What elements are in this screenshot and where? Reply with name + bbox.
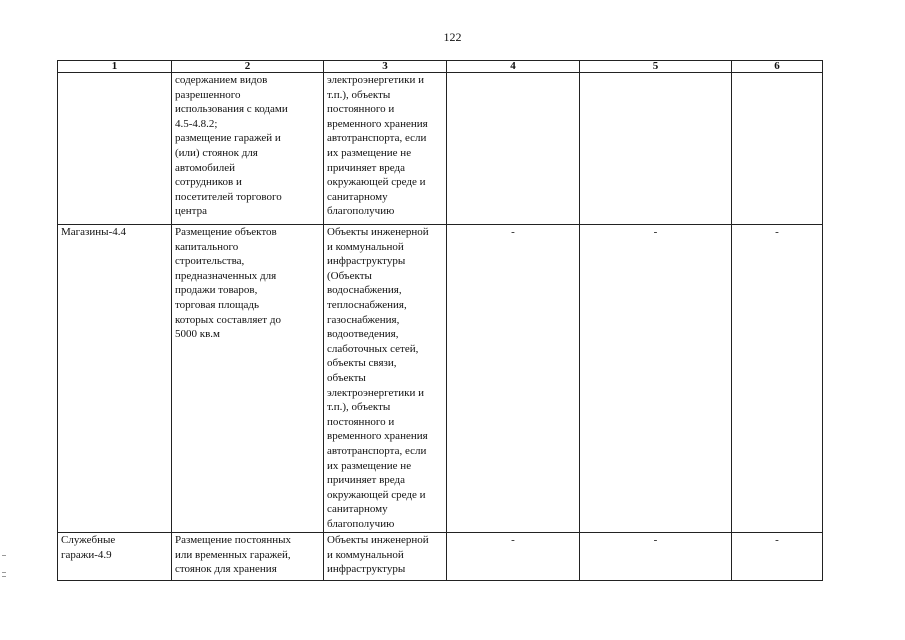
- cell-text-line: и коммунальной: [327, 240, 404, 253]
- table-cell-col3: [324, 225, 447, 533]
- cell-text-line: Магазины-4.4: [61, 226, 126, 238]
- cell-text-line: электроэнергетики и: [327, 386, 424, 399]
- column-header-4: 4: [447, 61, 580, 73]
- cell-text-line: электроэнергетики и: [327, 74, 424, 86]
- cell-text-line: которых составляет до: [175, 313, 281, 326]
- cell-text-line: благополучию: [327, 205, 395, 218]
- cell-text-line: или временных гаражей,: [175, 548, 291, 561]
- cell-text-line: автотранспорта, если: [327, 444, 427, 457]
- cell-text-line: окружающей среде и: [327, 176, 426, 189]
- table-cell-col5: -: [580, 533, 732, 581]
- cell-text-line: т.п.), объекты: [327, 401, 391, 414]
- table-cell-col1: [58, 225, 172, 533]
- cell-text-line: гаражи-4.9: [61, 548, 112, 561]
- column-header-5: 5: [580, 61, 732, 73]
- table-row: [58, 73, 823, 225]
- cell-text-line: (или) стоянок для: [175, 146, 258, 159]
- column-header-3: 3: [324, 61, 447, 73]
- cell-text-line: их размещение не: [327, 146, 412, 159]
- cell-text-line: продажи товаров,: [175, 284, 258, 297]
- table-cell-col6: -: [732, 533, 823, 581]
- table-cell-col3: [324, 533, 447, 581]
- cell-text-line: газоснабжения,: [327, 313, 400, 326]
- table-header-row: [58, 61, 823, 73]
- cell-text-line: стоянок для хранения: [175, 563, 277, 576]
- cell-text-line: водоотведения,: [327, 328, 399, 341]
- land-use-table: [57, 60, 823, 581]
- column-header-2: 2: [172, 61, 324, 73]
- cell-text-line: т.п.), объекты: [327, 88, 391, 101]
- page-number: 122: [443, 30, 462, 44]
- cell-text-line: временного хранения: [327, 117, 428, 130]
- cell-text-line: капитального: [175, 240, 239, 253]
- cell-text-line: временного хранения: [327, 430, 428, 443]
- cell-text-line: Служебные: [61, 534, 116, 546]
- cell-text-line: и коммунальной: [327, 548, 404, 561]
- table-row: [58, 225, 823, 533]
- cell-text-line: сотрудников и: [175, 176, 242, 189]
- cell-text-line: водоснабжения,: [327, 284, 402, 297]
- cell-text-line: строительства,: [175, 255, 245, 268]
- table-cell-col4: [447, 73, 580, 225]
- table-row: [58, 533, 823, 581]
- cell-text-line: причиняет вреда: [327, 161, 405, 174]
- table-cell-col6: -: [732, 225, 823, 533]
- cell-text-line: Размещение постоянных: [175, 534, 292, 546]
- margin-mark: [2, 555, 6, 556]
- cell-text-line: торговая площадь: [175, 298, 259, 311]
- margin-mark: [2, 572, 6, 573]
- cell-text-line: (Объекты: [327, 269, 372, 282]
- cell-text-line: причиняет вреда: [327, 474, 405, 487]
- table-cell-col5: -: [580, 225, 732, 533]
- cell-text-line: благополучию: [327, 517, 395, 530]
- table-cell-col3: [324, 73, 447, 225]
- cell-text-line: размещение гаражей и: [175, 132, 281, 145]
- cell-text-line: автомобилей: [175, 161, 235, 174]
- cell-text-line: санитарному: [327, 190, 388, 203]
- table-cell-col6: [732, 73, 823, 225]
- margin-mark: [2, 576, 6, 577]
- cell-text-line: посетителей торгового: [175, 190, 282, 203]
- cell-text-line: постоянного и: [327, 103, 395, 116]
- table-cell-col2: [172, 73, 324, 225]
- cell-text-line: разрешенного: [175, 88, 241, 101]
- column-header-6: 6: [732, 61, 823, 73]
- cell-text-line: объекты связи,: [327, 357, 397, 370]
- cell-text-line: содержанием видов: [175, 74, 268, 86]
- cell-text-line: объекты: [327, 371, 366, 384]
- cell-text-line: санитарному: [327, 503, 388, 516]
- cell-text-line: предназначенных для: [175, 269, 277, 282]
- cell-text-line: инфраструктуры: [327, 563, 406, 576]
- cell-text-line: Размещение объектов: [175, 226, 277, 238]
- table-cell-col1: [58, 73, 172, 225]
- cell-text-line: Объекты инженерной: [327, 534, 429, 546]
- cell-text-line: теплоснабжения,: [327, 298, 407, 311]
- cell-text-line: автотранспорта, если: [327, 132, 427, 145]
- table-cell-col2: [172, 533, 324, 581]
- cell-text-line: инфраструктуры: [327, 255, 406, 268]
- table-cell-col5: [580, 73, 732, 225]
- cell-text-line: их размещение не: [327, 459, 412, 472]
- cell-text-line: использования с кодами: [175, 103, 288, 116]
- table-cell-col2: [172, 225, 324, 533]
- cell-text-line: 5000 кв.м: [175, 328, 220, 341]
- table-cell-col4: -: [447, 533, 580, 581]
- column-header-1: 1: [58, 61, 172, 73]
- cell-text-line: слаботочных сетей,: [327, 342, 419, 355]
- table-cell-col1: [58, 533, 172, 581]
- cell-text-line: постоянного и: [327, 415, 395, 428]
- table-body: [58, 73, 823, 581]
- table-cell-col4: -: [447, 225, 580, 533]
- cell-text-line: окружающей среде и: [327, 488, 426, 501]
- cell-text-line: центра: [175, 205, 207, 218]
- cell-text-line: Объекты инженерной: [327, 226, 429, 238]
- cell-text-line: 4.5-4.8.2;: [175, 117, 218, 130]
